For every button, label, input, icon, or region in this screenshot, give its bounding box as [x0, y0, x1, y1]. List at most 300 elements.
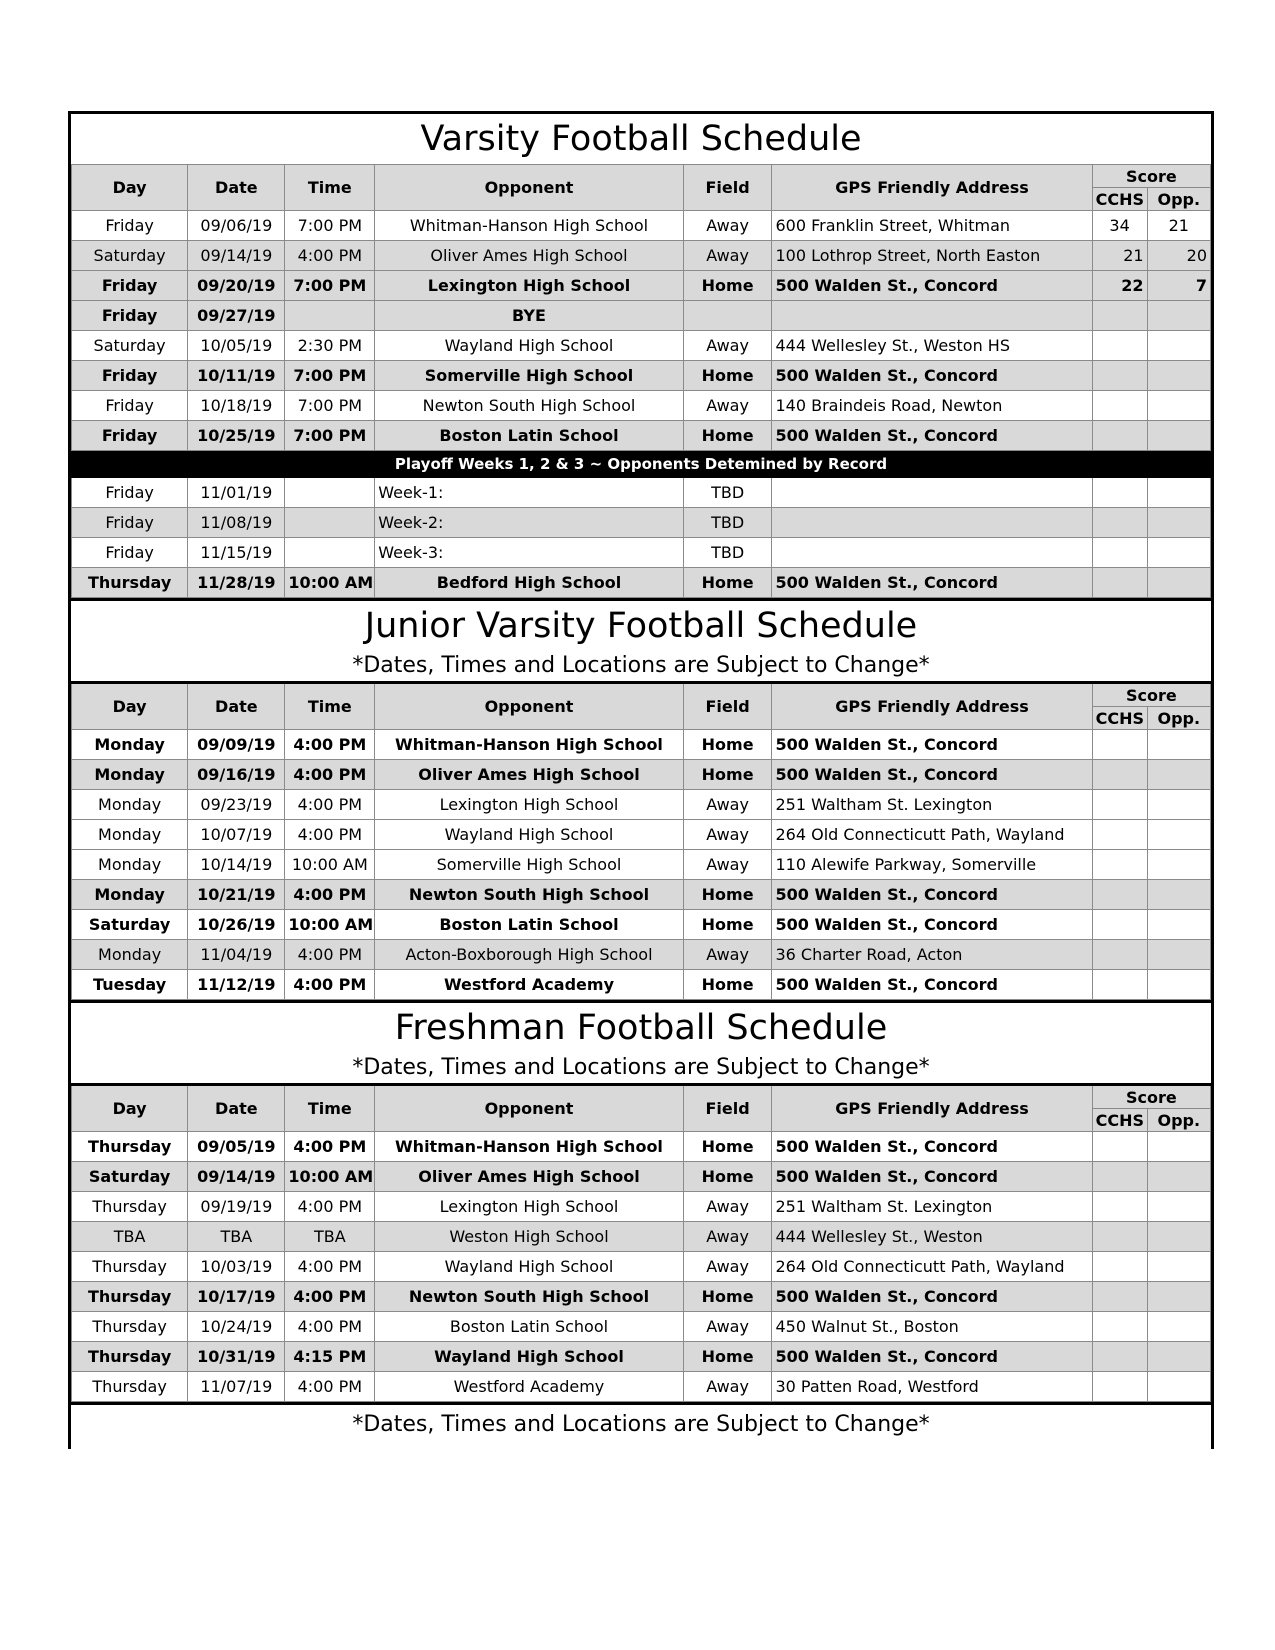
cell-address: 264 Old Connecticutt Path, Wayland: [772, 1252, 1092, 1282]
cell-field: Away: [683, 1222, 772, 1252]
cell-opponent: Wayland High School: [375, 1252, 684, 1282]
cell-cchs: [1092, 1342, 1147, 1372]
cell-day: Monday: [72, 880, 188, 910]
cell-time: 4:00 PM: [285, 241, 375, 271]
varsity-rows: [72, 211, 1211, 598]
cell-time: 7:00 PM: [285, 211, 375, 241]
cell-day: Saturday: [72, 331, 188, 361]
cell-field: [683, 301, 772, 331]
cell-day: Monday: [72, 790, 188, 820]
cell-cchs: [1092, 1162, 1147, 1192]
cell-time: 7:00 PM: [285, 361, 375, 391]
cell-field: Home: [683, 1132, 772, 1162]
cell-field: Home: [683, 568, 772, 598]
cell-cchs: [1092, 790, 1147, 820]
col-cchs: CCHS: [1092, 188, 1147, 211]
cell-opponent: Somerville High School: [375, 850, 684, 880]
table-row: [72, 1252, 1211, 1282]
cell-field: TBD: [683, 538, 772, 568]
jv-header: [71, 598, 1211, 681]
cell-cchs: [1092, 568, 1147, 598]
cell-day: Thursday: [72, 1312, 188, 1342]
cell-address: 500 Walden St., Concord: [772, 880, 1092, 910]
cell-time: [285, 478, 375, 508]
cell-opp: [1147, 790, 1210, 820]
cell-opp: [1147, 568, 1210, 598]
cell-address: 500 Walden St., Concord: [772, 1162, 1092, 1192]
cell-date: 09/27/19: [188, 301, 285, 331]
cell-time: TBA: [285, 1222, 375, 1252]
cell-address: 264 Old Connecticutt Path, Wayland: [772, 820, 1092, 850]
cell-opponent: Boston Latin School: [375, 910, 684, 940]
cell-opp: [1147, 880, 1210, 910]
cell-day: Friday: [72, 421, 188, 451]
cell-opp: 20: [1147, 241, 1210, 271]
table-row: [72, 568, 1211, 598]
table-row: [72, 730, 1211, 760]
cell-time: 4:00 PM: [285, 790, 375, 820]
cell-address: 600 Franklin Street, Whitman: [772, 211, 1092, 241]
cell-day: Monday: [72, 760, 188, 790]
cell-field: Home: [683, 421, 772, 451]
cell-address: [772, 478, 1092, 508]
cell-date: 10/03/19: [188, 1252, 285, 1282]
cell-cchs: [1092, 760, 1147, 790]
cell-day: Monday: [72, 730, 188, 760]
col-day: Day: [72, 165, 188, 211]
cell-opp: [1147, 331, 1210, 361]
cell-cchs: [1092, 1192, 1147, 1222]
cell-time: 4:00 PM: [285, 730, 375, 760]
col-field: Field: [683, 165, 772, 211]
cell-field: Home: [683, 1162, 772, 1192]
cell-day: Thursday: [72, 1282, 188, 1312]
table-row: [72, 970, 1211, 1000]
cell-opp: 21: [1147, 211, 1210, 241]
cell-cchs: [1092, 301, 1147, 331]
cell-time: 4:00 PM: [285, 1192, 375, 1222]
cell-day: Thursday: [72, 1132, 188, 1162]
cell-opp: [1147, 478, 1210, 508]
cell-opponent: Week-1:: [375, 478, 684, 508]
cell-cchs: [1092, 1282, 1147, 1312]
playoff-banner: [72, 451, 1211, 478]
cell-address: 500 Walden St., Concord: [772, 910, 1092, 940]
freshman-title: Freshman Football Schedule: [394, 1008, 888, 1048]
cell-opponent: Boston Latin School: [375, 1312, 684, 1342]
cell-opp: [1147, 391, 1210, 421]
table-row: [72, 820, 1211, 850]
cell-date: 11/07/19: [188, 1372, 285, 1402]
cell-opp: [1147, 1312, 1210, 1342]
cell-cchs: [1092, 940, 1147, 970]
cell-time: 7:00 PM: [285, 421, 375, 451]
cell-opp: [1147, 538, 1210, 568]
cell-date: 09/20/19: [188, 271, 285, 301]
cell-time: 10:00 AM: [285, 910, 375, 940]
table-row: [72, 880, 1211, 910]
cell-date: TBA: [188, 1222, 285, 1252]
cell-time: 4:00 PM: [285, 820, 375, 850]
cell-day: Friday: [72, 478, 188, 508]
footer-note: *Dates, Times and Locations are Subject to Change*: [71, 1402, 1211, 1449]
cell-field: Away: [683, 1312, 772, 1342]
cell-address: [772, 538, 1092, 568]
col-score: Score: [1092, 165, 1210, 188]
cell-address: 444 Wellesley St., Weston: [772, 1222, 1092, 1252]
cell-field: Away: [683, 211, 772, 241]
cell-opp: [1147, 940, 1210, 970]
cell-date: 09/14/19: [188, 1162, 285, 1192]
schedule-document: [68, 111, 1214, 1449]
cell-opponent: Whitman-Hanson High School: [375, 730, 684, 760]
cell-time: 4:00 PM: [285, 1312, 375, 1342]
cell-field: Home: [683, 1282, 772, 1312]
col-opponent: Opponent: [375, 165, 684, 211]
cell-time: 7:00 PM: [285, 391, 375, 421]
cell-opponent: Lexington High School: [375, 790, 684, 820]
cell-cchs: 22: [1092, 271, 1147, 301]
cell-date: 09/23/19: [188, 790, 285, 820]
col-opp: Opp.: [1147, 1109, 1210, 1132]
cell-opp: [1147, 970, 1210, 1000]
table-row: [72, 1372, 1211, 1402]
cell-address: 500 Walden St., Concord: [772, 760, 1092, 790]
cell-cchs: [1092, 970, 1147, 1000]
cell-field: TBD: [683, 508, 772, 538]
cell-date: 11/12/19: [188, 970, 285, 1000]
cell-field: Away: [683, 790, 772, 820]
cell-opp: [1147, 730, 1210, 760]
cell-cchs: [1092, 361, 1147, 391]
cell-opponent: Lexington High School: [375, 1192, 684, 1222]
cell-field: Home: [683, 910, 772, 940]
cell-cchs: [1092, 421, 1147, 451]
cell-opp: [1147, 850, 1210, 880]
cell-day: Thursday: [72, 1192, 188, 1222]
cell-address: 140 Braindeis Road, Newton: [772, 391, 1092, 421]
cell-time: [285, 301, 375, 331]
col-score: Score: [1092, 683, 1210, 707]
freshman-table: [71, 1083, 1211, 1402]
cell-day: Thursday: [72, 1372, 188, 1402]
cell-day: Saturday: [72, 1162, 188, 1192]
col-day: Day: [72, 683, 188, 730]
cell-date: 11/28/19: [188, 568, 285, 598]
cell-cchs: 34: [1092, 211, 1147, 241]
cell-address: 444 Wellesley St., Weston HS: [772, 331, 1092, 361]
cell-day: Friday: [72, 271, 188, 301]
cell-date: 10/11/19: [188, 361, 285, 391]
varsity-title: Varsity Football Schedule: [420, 119, 862, 159]
cell-opponent: Oliver Ames High School: [375, 241, 684, 271]
freshman-header: [71, 1000, 1211, 1083]
table-row: [72, 760, 1211, 790]
table-row: [72, 241, 1211, 271]
cell-opponent: Newton South High School: [375, 1282, 684, 1312]
cell-time: 4:00 PM: [285, 970, 375, 1000]
table-row: [72, 361, 1211, 391]
cell-time: 4:00 PM: [285, 1372, 375, 1402]
cell-cchs: [1092, 508, 1147, 538]
freshman-subtitle: *Dates, Times and Locations are Subject to Change*: [352, 1055, 930, 1080]
cell-day: Friday: [72, 361, 188, 391]
cell-opponent: Week-3:: [375, 538, 684, 568]
cell-cchs: [1092, 1372, 1147, 1402]
cell-date: 09/16/19: [188, 760, 285, 790]
cell-address: 500 Walden St., Concord: [772, 730, 1092, 760]
cell-field: Home: [683, 361, 772, 391]
cell-cchs: [1092, 880, 1147, 910]
cell-opponent: Boston Latin School: [375, 421, 684, 451]
cell-address: 500 Walden St., Concord: [772, 361, 1092, 391]
cell-day: Saturday: [72, 910, 188, 940]
cell-date: 10/07/19: [188, 820, 285, 850]
cell-cchs: [1092, 820, 1147, 850]
cell-address: 500 Walden St., Concord: [772, 421, 1092, 451]
cell-opp: [1147, 820, 1210, 850]
cell-cchs: [1092, 1312, 1147, 1342]
cell-date: 09/19/19: [188, 1192, 285, 1222]
cell-day: Saturday: [72, 241, 188, 271]
cell-opp: [1147, 1282, 1210, 1312]
col-time: Time: [285, 1085, 375, 1132]
table-row: [72, 1132, 1211, 1162]
cell-time: 4:15 PM: [285, 1342, 375, 1372]
cell-field: Away: [683, 331, 772, 361]
table-row: [72, 1162, 1211, 1192]
cell-date: 10/18/19: [188, 391, 285, 421]
cell-opponent: Wayland High School: [375, 1342, 684, 1372]
cell-date: 10/31/19: [188, 1342, 285, 1372]
cell-date: 11/01/19: [188, 478, 285, 508]
cell-opp: [1147, 1132, 1210, 1162]
cell-day: Monday: [72, 850, 188, 880]
col-time: Time: [285, 165, 375, 211]
cell-field: Away: [683, 1372, 772, 1402]
col-opponent: Opponent: [375, 1085, 684, 1132]
cell-time: 4:00 PM: [285, 1252, 375, 1282]
cell-time: [285, 508, 375, 538]
cell-opp: [1147, 508, 1210, 538]
cell-opp: [1147, 1192, 1210, 1222]
cell-time: 10:00 AM: [285, 1162, 375, 1192]
col-field: Field: [683, 683, 772, 730]
cell-field: Away: [683, 850, 772, 880]
table-row: [72, 1282, 1211, 1312]
table-row: [72, 271, 1211, 301]
cell-opp: [1147, 760, 1210, 790]
cell-cchs: [1092, 1252, 1147, 1282]
cell-field: TBD: [683, 478, 772, 508]
cell-opp: [1147, 1222, 1210, 1252]
cell-day: Monday: [72, 940, 188, 970]
cell-day: Friday: [72, 211, 188, 241]
cell-address: 30 Patten Road, Westford: [772, 1372, 1092, 1402]
cell-field: Home: [683, 730, 772, 760]
col-score: Score: [1092, 1085, 1210, 1109]
cell-field: Away: [683, 391, 772, 421]
cell-day: Thursday: [72, 1252, 188, 1282]
cell-day: Friday: [72, 508, 188, 538]
cell-address: 500 Walden St., Concord: [772, 970, 1092, 1000]
cell-date: 10/05/19: [188, 331, 285, 361]
table-row: [72, 850, 1211, 880]
cell-address: 251 Waltham St. Lexington: [772, 790, 1092, 820]
cell-cchs: [1092, 478, 1147, 508]
table-row: [72, 508, 1211, 538]
table-row: [72, 538, 1211, 568]
cell-opponent: Westford Academy: [375, 970, 684, 1000]
table-row: [72, 421, 1211, 451]
cell-address: 110 Alewife Parkway, Somerville: [772, 850, 1092, 880]
cell-opp: [1147, 1372, 1210, 1402]
cell-date: 11/15/19: [188, 538, 285, 568]
cell-address: 500 Walden St., Concord: [772, 1342, 1092, 1372]
col-cchs: CCHS: [1092, 707, 1147, 730]
cell-opponent: Newton South High School: [375, 880, 684, 910]
cell-time: 10:00 AM: [285, 850, 375, 880]
cell-opponent: Wayland High School: [375, 820, 684, 850]
cell-date: 10/17/19: [188, 1282, 285, 1312]
cell-address: 500 Walden St., Concord: [772, 568, 1092, 598]
cell-date: 10/25/19: [188, 421, 285, 451]
table-row: [72, 940, 1211, 970]
cell-date: 10/24/19: [188, 1312, 285, 1342]
cell-opp: [1147, 1342, 1210, 1372]
cell-field: Away: [683, 820, 772, 850]
cell-time: 7:00 PM: [285, 271, 375, 301]
table-row: [72, 1312, 1211, 1342]
cell-address: 500 Walden St., Concord: [772, 271, 1092, 301]
cell-address: [772, 301, 1092, 331]
cell-opponent: Week-2:: [375, 508, 684, 538]
cell-opponent: BYE: [375, 301, 684, 331]
cell-time: 10:00 AM: [285, 568, 375, 598]
cell-opp: [1147, 1162, 1210, 1192]
cell-address: 251 Waltham St. Lexington: [772, 1192, 1092, 1222]
cell-cchs: 21: [1092, 241, 1147, 271]
cell-field: Home: [683, 880, 772, 910]
table-row: [72, 1342, 1211, 1372]
varsity-table: [71, 164, 1211, 598]
cell-day: Tuesday: [72, 970, 188, 1000]
cell-date: 10/14/19: [188, 850, 285, 880]
cell-cchs: [1092, 910, 1147, 940]
col-opp: Opp.: [1147, 707, 1210, 730]
cell-field: Away: [683, 241, 772, 271]
cell-date: 09/05/19: [188, 1132, 285, 1162]
cell-field: Away: [683, 1252, 772, 1282]
cell-cchs: [1092, 391, 1147, 421]
cell-opponent: Whitman-Hanson High School: [375, 1132, 684, 1162]
cell-date: 09/06/19: [188, 211, 285, 241]
cell-day: Thursday: [72, 568, 188, 598]
cell-field: Away: [683, 940, 772, 970]
cell-opponent: Whitman-Hanson High School: [375, 211, 684, 241]
cell-address: 500 Walden St., Concord: [772, 1132, 1092, 1162]
table-row: [72, 1192, 1211, 1222]
jv-table: [71, 681, 1211, 1000]
col-opponent: Opponent: [375, 683, 684, 730]
col-opp: Opp.: [1147, 188, 1210, 211]
table-row: [72, 331, 1211, 361]
col-address: GPS Friendly Address: [772, 1085, 1092, 1132]
cell-cchs: [1092, 850, 1147, 880]
cell-address: 450 Walnut St., Boston: [772, 1312, 1092, 1342]
jv-title: Junior Varsity Football Schedule: [364, 606, 918, 646]
cell-opp: [1147, 1252, 1210, 1282]
cell-opponent: Oliver Ames High School: [375, 1162, 684, 1192]
cell-opponent: Somerville High School: [375, 361, 684, 391]
playoff-banner-text: Playoff Weeks 1, 2 & 3 ~ Opponents Detemined by Record: [72, 451, 1211, 478]
cell-opponent: Newton South High School: [375, 391, 684, 421]
col-address: GPS Friendly Address: [772, 165, 1092, 211]
cell-cchs: [1092, 1222, 1147, 1252]
cell-day: Friday: [72, 301, 188, 331]
table-row: [72, 478, 1211, 508]
cell-date: 10/21/19: [188, 880, 285, 910]
cell-cchs: [1092, 1132, 1147, 1162]
table-row: [72, 301, 1211, 331]
cell-day: TBA: [72, 1222, 188, 1252]
cell-date: 11/08/19: [188, 508, 285, 538]
col-cchs: CCHS: [1092, 1109, 1147, 1132]
cell-opponent: Wayland High School: [375, 331, 684, 361]
cell-opp: 7: [1147, 271, 1210, 301]
cell-day: Thursday: [72, 1342, 188, 1372]
cell-date: 10/26/19: [188, 910, 285, 940]
cell-address: 500 Walden St., Concord: [772, 1282, 1092, 1312]
cell-cchs: [1092, 331, 1147, 361]
cell-field: Home: [683, 760, 772, 790]
cell-time: [285, 538, 375, 568]
table-row: [72, 211, 1211, 241]
cell-date: 11/04/19: [188, 940, 285, 970]
col-address: GPS Friendly Address: [772, 683, 1092, 730]
cell-opp: [1147, 910, 1210, 940]
cell-opponent: Bedford High School: [375, 568, 684, 598]
cell-address: [772, 508, 1092, 538]
cell-time: 4:00 PM: [285, 880, 375, 910]
cell-time: 2:30 PM: [285, 331, 375, 361]
cell-field: Home: [683, 1342, 772, 1372]
jv-subtitle: *Dates, Times and Locations are Subject to Change*: [352, 653, 930, 678]
cell-opponent: Weston High School: [375, 1222, 684, 1252]
jv-rows: [72, 730, 1211, 1000]
cell-time: 4:00 PM: [285, 940, 375, 970]
cell-time: 4:00 PM: [285, 1132, 375, 1162]
cell-date: 09/14/19: [188, 241, 285, 271]
cell-address: 36 Charter Road, Acton: [772, 940, 1092, 970]
cell-opponent: Lexington High School: [375, 271, 684, 301]
table-row: [72, 1222, 1211, 1252]
col-date: Date: [188, 1085, 285, 1132]
cell-opponent: Oliver Ames High School: [375, 760, 684, 790]
table-row: [72, 391, 1211, 421]
col-field: Field: [683, 1085, 772, 1132]
table-row: [72, 910, 1211, 940]
table-row: [72, 790, 1211, 820]
col-day: Day: [72, 1085, 188, 1132]
col-time: Time: [285, 683, 375, 730]
cell-day: Friday: [72, 391, 188, 421]
cell-opp: [1147, 421, 1210, 451]
cell-field: Away: [683, 1192, 772, 1222]
cell-time: 4:00 PM: [285, 760, 375, 790]
cell-time: 4:00 PM: [285, 1282, 375, 1312]
cell-day: Friday: [72, 538, 188, 568]
